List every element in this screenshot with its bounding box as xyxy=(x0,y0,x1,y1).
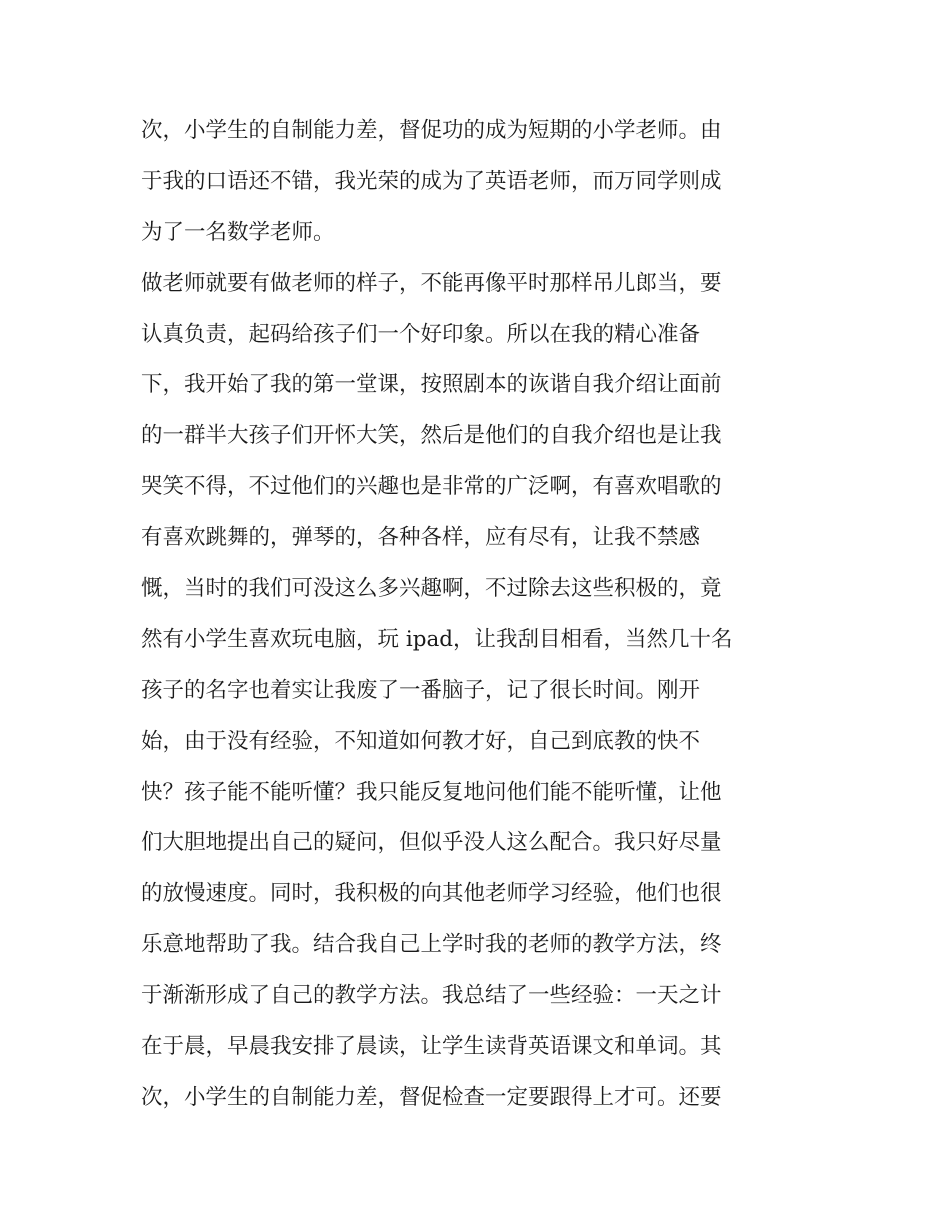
text-line: 次，小学生的自制能力差，督促功的成为短期的小学老师。由 xyxy=(141,118,722,143)
text-line: 们大胆地提出自己的疑问，但似乎没人这么配合。我只好尽量 xyxy=(141,830,722,856)
text-line: 的一群半大孩子们开怀大笑，然后是他们的自我介绍也是让我 xyxy=(141,423,722,449)
text-line: 次，小学生的自制能力差，督促检查一定要跟得上才可。还要 xyxy=(141,1084,722,1110)
text-line: 快？孩子能不能听懂？我只能反复地问他们能不能听懂，让他 xyxy=(141,779,722,805)
text-line: 孩子的名字也着实让我废了一番脑子，记了很长时间。刚开 xyxy=(141,677,701,703)
text-line: 下，我开始了我的第一堂课，按照剧本的诙谐自我介绍让面前 xyxy=(141,372,722,398)
text-line: 的放慢速度。同时，我积极的向其他老师学习经验，他们也很 xyxy=(141,881,722,907)
text-line: 始，由于没有经验，不知道如何教才好，自己到底教的快不 xyxy=(141,728,701,754)
text-line: 慨，当时的我们可没这么多兴趣啊，不过除去这些积极的，竟 xyxy=(141,576,722,602)
text-line: 认真负责，起码给孩子们一个好印象。所以在我的精心准备 xyxy=(141,321,701,347)
text-line: 有喜欢跳舞的，弹琴的，各种各样，应有尽有，让我不禁感 xyxy=(141,525,701,551)
text-line: 于渐渐形成了自己的教学方法。我总结了一些经验：一天之计 xyxy=(141,983,722,1009)
text-line: 哭笑不得，不过他们的兴趣也是非常的广泛啊，有喜欢唱歌的 xyxy=(141,474,722,500)
text-line: 做老师就要有做老师的样子，不能再像平时那样吊儿郎当，要 xyxy=(141,270,722,296)
text-line: 为了一名数学老师。 xyxy=(141,219,335,245)
text-line: 乐意地帮助了我。结合我自己上学时我的老师的教学方法，终 xyxy=(141,932,722,958)
text-line: 然有小学生喜欢玩电脑，玩 ipad，让我刮目相看，当然几十名 xyxy=(141,626,733,652)
text-line: 在于晨，早晨我安排了晨读，让学生读背英语课文和单词。其 xyxy=(141,1034,722,1060)
text-line: 于我的口语还不错，我光荣的成为了英语老师，而万同学则成 xyxy=(141,168,722,194)
body-text xyxy=(141,106,813,1124)
